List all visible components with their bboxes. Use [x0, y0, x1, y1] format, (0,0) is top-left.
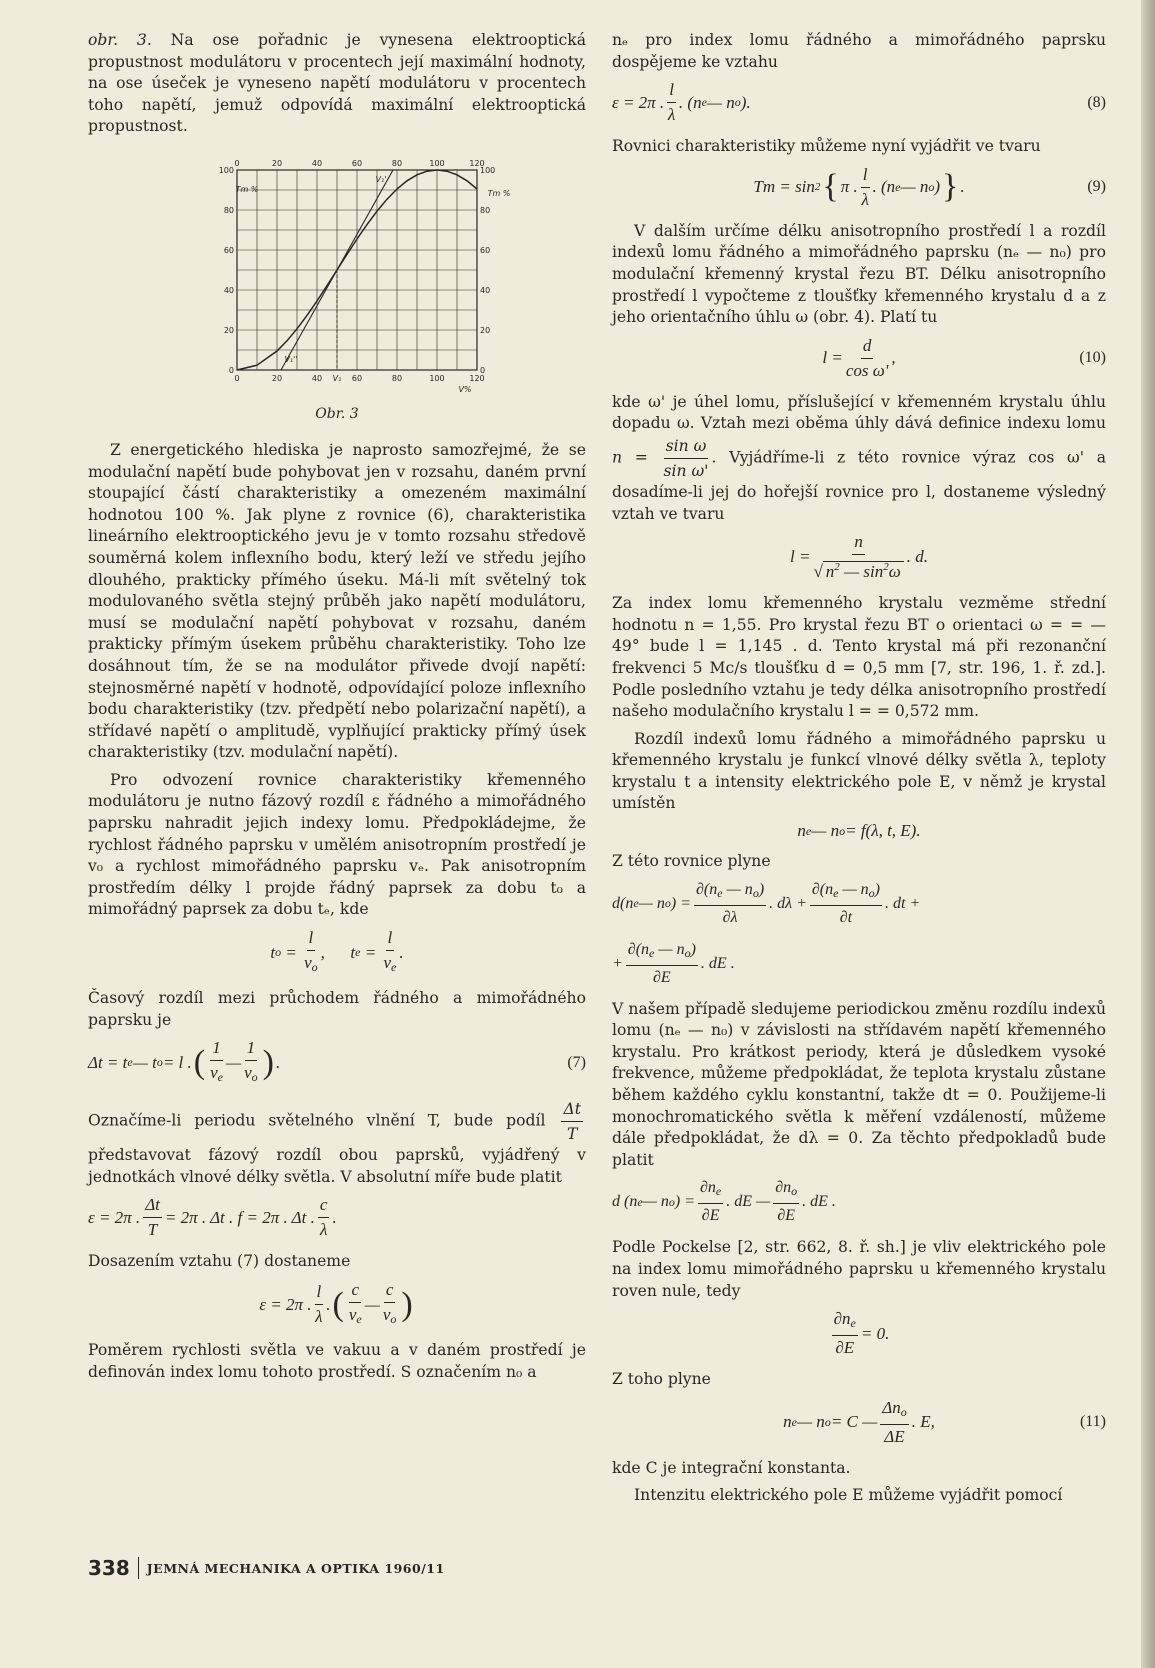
left-paragraph-2: Pro odvození rovnice charakteristiky křemenného modulátoru je nutno fázový rozdíl ε řádného a mimořádného paprsku nahradit jejich indexy lomu. Předpokládejme, že rychlost řádného paprsku v umělém anisotropním prostředí je v₀ a rychlost mimořádného paprsku vₑ. Pak anisotropním prostředím délky l projde řádný paprsek za dobu t₀ a mimořádný paprsek za dobu tₑ, kde — [88, 770, 586, 919]
right-paragraph-7: Z této rovnice plyne — [612, 852, 771, 871]
right-paragraph-9: Podle Pockelse [2, str. 662, 8. ř. sh.] je vliv elektrického pole na index lomu mimořádného paprsku u křemenného krystalu roven nule, tedy — [612, 1238, 1106, 1300]
equation-ne-no-function: n e — n o = f(λ, t, E). — [797, 821, 921, 841]
page-edge-shadow — [1141, 0, 1155, 1668]
right-paragraph-5: Za index lomu křemenného krystalu vezměme střední hodnotu n = 1,55. Pro krystal řezu BT o orientaci ω = = — 49° bude l = 1,145 . d. Tento krystal má při rezonanční frekvenci 5 Mc/s tloušťku d = 0,5 mm [7, str. 196, 1. ř. zd.]. Podle posledního vztahu je tedy délka anisotropního prostředí našeho modulačního krystalu l = = 0,572 mm. — [612, 594, 1106, 721]
x-tick-label-bottom: 120 — [469, 373, 485, 383]
y-tick-label-right: 80 — [480, 205, 491, 215]
equation-pockels: $\frac{\partial n_e}{\partial E}$ = 0. — [833, 1309, 890, 1358]
equation-8: ε = 2π . $\frac{l}{\lambda}$ . (n e — n o ). (8) — [612, 80, 1106, 125]
equation-t0-te: t o = $\frac{l}{v_o}$ , t e = $\frac{l}{v_e}$ . — [270, 928, 404, 975]
equation-8-number: (8) — [1087, 93, 1106, 111]
right-column — [612, 30, 1106, 1513]
equation-l-result: l = $\frac{n}{√ n^2 — \sin^2\omega}$ . d. — [789, 532, 929, 582]
y-axis-label-left: Tm % — [235, 184, 259, 194]
right-paragraph-4c: Vyjádříme-li z této rovnice výraz cos ω' a dosadíme-li jej do hořejší rovnice pro l, dostaneme výsledný vztah ve tvaru — [612, 448, 1107, 523]
x-tick-label-bottom: 20 — [271, 373, 283, 383]
figure-caption-text — [88, 30, 586, 138]
right-paragraph-10: Z toho plyne — [612, 1370, 711, 1389]
y-tick-label-left: 60 — [223, 245, 234, 255]
left-paragraph-4b: představovat fázový rozdíl obou paprsků, vyjádřený v jednotkách vlnové délky světla. V absolutní míře bude platit — [88, 1146, 586, 1186]
left-paragraph-6: Poměrem rychlosti světla ve vakuu a v daném prostředí je definován index lomu tohoto prostředí. S označením n₀ a — [88, 1341, 586, 1381]
right-paragraph-3: V dalším určíme délku anisotropního prostředí l a rozdíl indexů lomu řádného a mimořádného paprsku (nₑ — n₀) pro modulační křemenný krystal řezu BT. Délku anisotropního prostředí l vypočteme z tloušťky křemenného krystalu d a z jeho orientačního úhlu ω (obr. 4). Platí tu — [612, 221, 1106, 327]
right-paragraph-2: Rovnici charakteristiky můžeme nyní vyjádřit ve tvaru — [612, 137, 1041, 156]
x-tick-label-bottom: 80 — [391, 373, 403, 383]
y-tick-label-left: 0 — [228, 365, 234, 375]
y-axis-label-right: Tm % — [487, 188, 511, 198]
x-tick-label-bottom: V₁ — [332, 373, 342, 383]
left-paragraph-5: Dosazením vztahu (7) dostaneme — [88, 1252, 351, 1271]
figure-label: Obr. 3 — [315, 405, 359, 422]
equation-7: Δt = t e — t o = l . ( $\frac{1}{v_e}$ — $\frac{1}{v_o}$ ) . (7) — [88, 1038, 586, 1085]
x-tick-label-bottom: 40 — [311, 373, 323, 383]
equation-9: Tm = sin 2 { π . $\frac{l}{\lambda}$ . (n e — n o ) } . (9) — [753, 164, 1106, 209]
left-paragraph-4a: Označíme-li periodu světelného vlnění T, bude podíl — [88, 1111, 546, 1130]
x-tick-label-top: 100 — [429, 158, 445, 168]
y-tick-label-right: 40 — [480, 285, 491, 295]
figure-caption-body: Na ose pořadnic je vynesena elektrooptická propustnost modulátoru v procentech její maximální hodnoty, na ose úseček je vyneseno napětí modulátoru v procentech toho napětí, jemuž odpovídá maximální elektrooptická propustnost. — [88, 31, 587, 136]
left-paragraph-3: Časový rozdíl mezi průchodem řádného a mimořádného paprsku je — [88, 989, 586, 1029]
equation-11-number: (11) — [1079, 1413, 1106, 1431]
equation-7-number: (7) — [567, 1053, 586, 1071]
equation-9-number: (9) — [1087, 178, 1106, 196]
right-paragraph-4b: indexu lomu — [1007, 414, 1106, 433]
right-paragraph-12: Intenzitu elektrického pole E můžeme vyjádřit pomocí — [634, 1486, 1063, 1505]
right-paragraph-6: Rozdíl indexů lomu řádného a mimořádného paprsku u křemenného krystalu je funkcí vlnové délky světla λ, teploty krystalu t a intensity elektrického pole E, v němž je krystal umístěn — [612, 729, 1106, 813]
left-paragraph-1: Z energetického hlediska je naprosto samozřejmé, že se modulační napětí bude pohybovat jen v rozsahu, daném první stoupající částí charakteristiky a omezeném maximální hodnotou 100 %. Jak plyne z rovnice (6), charakteristika lineárního elektrooptického jevu je v tomto rozsahu středově souměrná kolem inflexního bodu, který leží ve středu jejího dlouhého, prakticky přímého úseku. Má-li mít světelný tok modulovaného světla stejný průběh jako napětí modulátoru, musí se modulační napětí pohybovat v rozsahu, daném prakticky přímým úsekem průběhu charakteristiky. Toho lze dosáhnout tím, že se na modulátor přivede dvojí napětí: stejnosměrné napětí v hodnotě, odpovídající poloze inflexního bodu charakteristiky (tzv. předpětí nebo polarizační napětí), a střídavé napětí o amplitudě, vyplňující prakticky přímý úsek charakteristiky (tzv. modulační napětí). — [88, 440, 586, 762]
equation-10: l = $\frac{d}{\text{cos ω'}}$ , (10) — [822, 335, 1106, 380]
y-tick-label-right: 0 — [480, 365, 486, 375]
left-paragraph-4: Označíme-li periodu světelného vlnění T, bude podíl $\frac{\Delta t}{T}$ představovat fázový rozdíl obou paprsků, vyjádřený v jednotkách vlnové délky světla. V absolutní míře bude platit — [88, 1100, 586, 1186]
right-paragraph-8: V našem případě sledujeme periodickou změnu rozdílu indexů lomu (nₑ — n₀) v závislosti na střídavém napětí křemenného krystalu. Pro krátkost periody, která je důsledkem vysoké frekvence, můžeme předpokládat, že teplota krystalu zůstane během každého cyklu konstantní, takže dt = 0. Použijeme-li monochromatického světla k měření vzdáleností, můžeme dále předpokládat, že dλ = 0. Za těchto předpokladů bude platit — [612, 999, 1106, 1169]
right-paragraph-1: nₑ pro index lomu řádného a mimořádného paprsku dospějeme ke vztahu — [612, 31, 1106, 71]
right-paragraph-4: kde ω' je úhel lomu, příslušející v křemenném krystalu úhlu dopadu ω. Vztah mezi oběma úhly dává definice indexu lomu n = $\frac{\text{sin ω}}{\text{sin ω'}}$ . Vyjádříme-li z této rovnice výraz cos ω' a dosadíme-li jej do hořejší rovnice pro l, dostaneme výsledný vztah ve tvaru — [612, 392, 1107, 523]
y-tick-label-left: 100 — [218, 165, 234, 175]
right-paragraph-4a: kde ω' je úhel lomu, příslušející v křemenném krystalu úhlu dopadu ω. Vztah mezi oběma úhly dává definice — [612, 392, 1106, 433]
footer-separator — [138, 1557, 139, 1579]
x-tick-label-top: 60 — [351, 158, 363, 168]
annotation-v1-double-prime: V₁'' — [284, 354, 298, 364]
x-tick-label-top: 20 — [271, 158, 283, 168]
left-column — [88, 30, 586, 1389]
x-axis-label: V% — [458, 384, 472, 394]
x-tick-label-bottom: 100 — [429, 373, 445, 383]
x-tick-label-top: 40 — [311, 158, 323, 168]
page-footer — [88, 1556, 445, 1580]
equation-10-number: (10) — [1079, 349, 1106, 367]
annotation-v1-prime: V₁' — [375, 174, 387, 184]
figure-caption-lead: obr. 3. — [88, 31, 152, 49]
equation-differential-cont: + $\frac{\partial(n_e — n_o)}{\partial E}$ . dE . — [612, 940, 735, 986]
page-number: 338 — [88, 1556, 130, 1580]
x-tick-label-top: 80 — [391, 158, 403, 168]
y-tick-label-right: 60 — [480, 245, 491, 255]
equation-differential-simplified: d (n e — n o ) = $\frac{\partial n_e}{\partial E}$ . dE — $\frac{\partial n_o}{\partial E}$ . dE . — [612, 1179, 836, 1225]
x-tick-label-bottom: 60 — [351, 373, 363, 383]
y-tick-label-left: 20 — [223, 325, 234, 335]
y-tick-label-right: 20 — [480, 325, 491, 335]
transmission-chart — [187, 148, 511, 398]
journal-name: JEMNÁ MECHANIKA A OPTIKA 1960/11 — [146, 1560, 445, 1576]
y-tick-label-left: 80 — [223, 205, 234, 215]
x-tick-label-top: 0 — [234, 158, 240, 168]
equation-epsilon-1: ε = 2π . $\frac{\Delta t}{T}$ = 2π . Δt . f = 2π . Δt . $\frac{c}{\lambda}$ . — [88, 1195, 337, 1240]
equation-epsilon-2: ε = 2π . $\frac{l}{\lambda}$ . ( $\frac{c}{v_e}$ — $\frac{c}{v_o}$ ) — [259, 1280, 413, 1326]
y-tick-label-left: 40 — [223, 285, 234, 295]
figure-3 — [88, 148, 586, 422]
x-tick-label-bottom: 0 — [234, 373, 240, 383]
y-tick-label-right: 100 — [480, 165, 496, 175]
equation-differential: d(n e — n o ) = $\frac{\partial(n_e — n_o)}{\partial\lambda}$ . dλ + $\frac{\partial(n_e — n_o)}{\partial t}$ . dt + — [612, 880, 921, 926]
x-tick-label-top: 120 — [469, 158, 485, 168]
equation-11: n e — n o = C — $\frac{\Delta n_o}{\Delta E}$ . E, (11) — [783, 1397, 1106, 1446]
right-paragraph-11: kde C je integrační konstanta. — [612, 1458, 851, 1477]
